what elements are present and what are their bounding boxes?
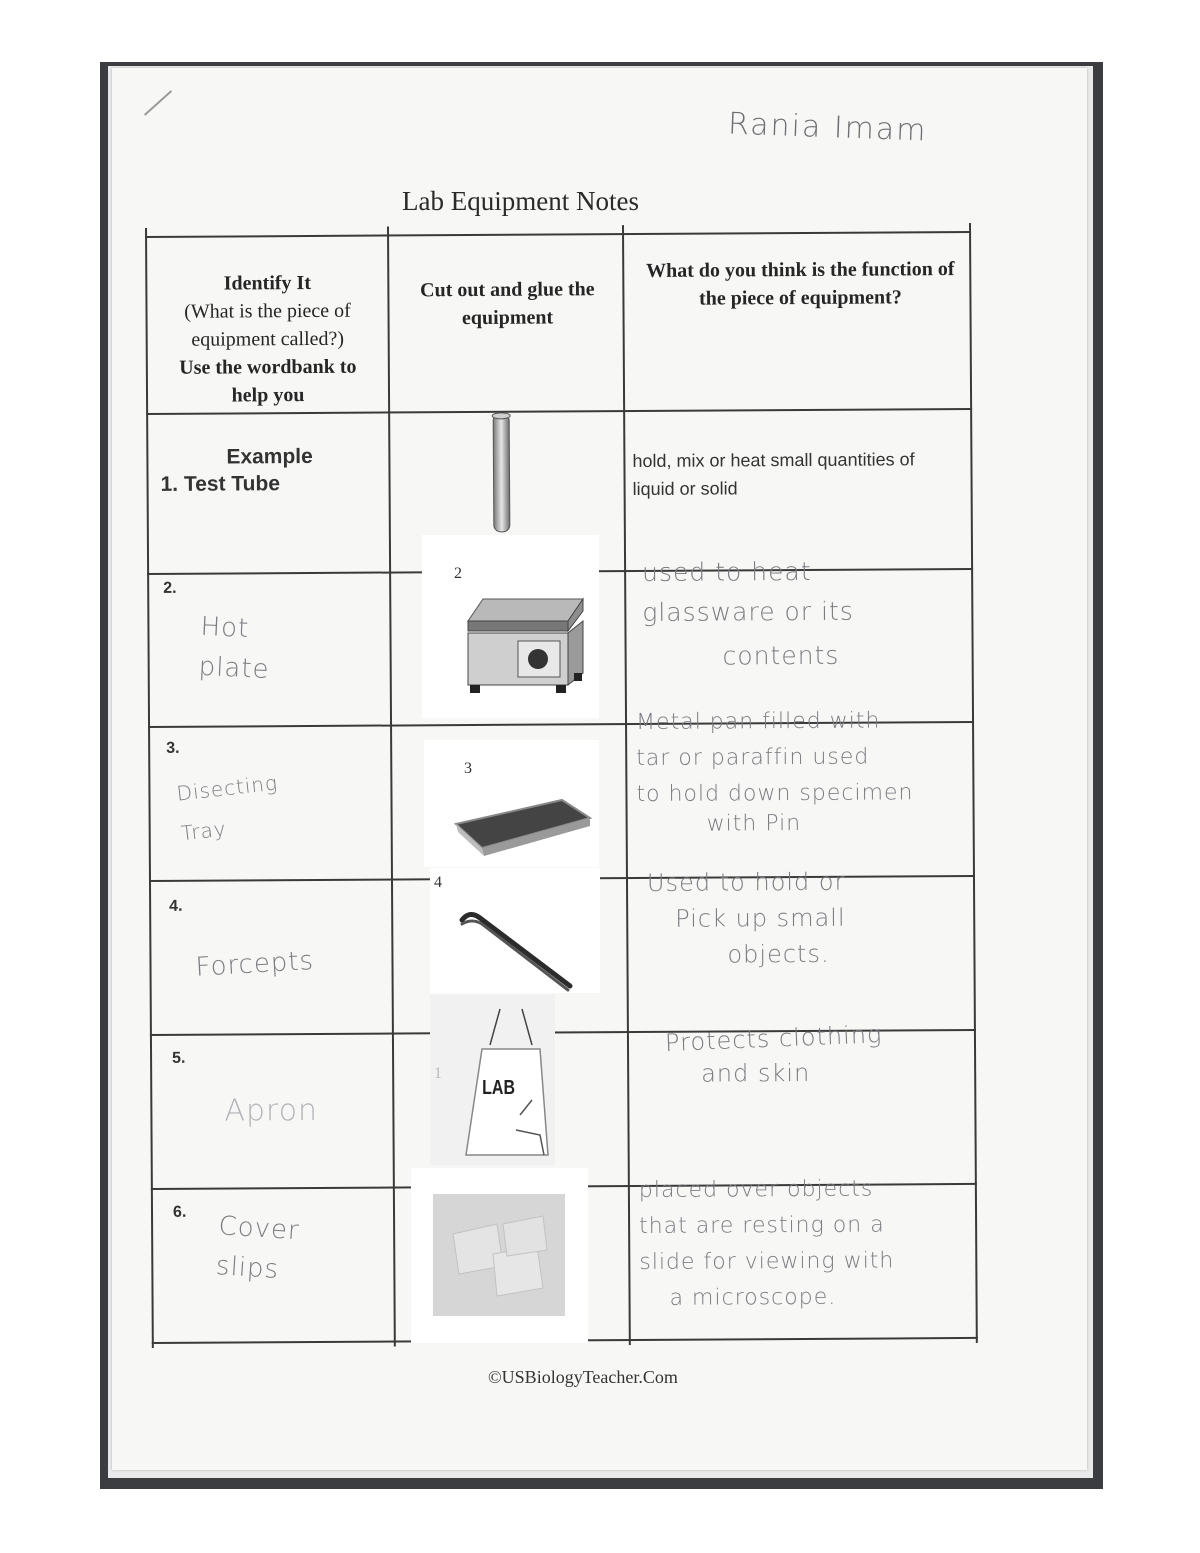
example-label: Example	[226, 444, 313, 469]
row-number-4: 4.	[169, 897, 183, 915]
function-text-5	[665, 1018, 965, 1092]
hot-plate-icon	[458, 591, 588, 706]
function-2-line-2: glassware or its	[642, 596, 854, 627]
cutout-forceps	[430, 868, 600, 993]
equipment-name-6	[217, 1209, 357, 1290]
cutout-cover-slips	[411, 1168, 588, 1343]
equipment-name-6-text: Cover slips	[215, 1211, 301, 1286]
cover-slips-icon	[433, 1194, 565, 1316]
function-3-line-4: with Pin	[706, 811, 802, 837]
equipment-name-4: Forcepts	[194, 945, 315, 983]
cutout-number-4: 4	[434, 874, 442, 891]
function-3-line-1: Metal pan filled with	[635, 708, 881, 736]
header-identify	[159, 269, 376, 410]
example-function: hold, mix or heat small quantities of liquid or solid	[632, 449, 915, 500]
test-tube-icon	[486, 412, 517, 542]
row-number-5: 5.	[172, 1049, 186, 1067]
function-4-line-1: Used to hold or	[646, 867, 846, 897]
function-3-line-3: to hold down specimen	[636, 780, 914, 808]
header-function: What do you think is the function of the piece of equipment?	[646, 258, 955, 310]
row-number-3: 3.	[166, 739, 180, 757]
header-identify-question: (What is the piece of equipment called?)	[184, 299, 351, 351]
header-identify-title: Identify It	[223, 271, 312, 295]
function-4-line-2: Pick up small	[675, 903, 846, 933]
function-text-4	[647, 863, 968, 973]
function-6-line-2: that are resting on a	[639, 1212, 885, 1240]
function-2-line-1: used to heat	[642, 556, 812, 587]
page-title: Lab Equipment Notes	[402, 186, 639, 216]
equipment-name-2-text: Hot plate	[198, 611, 271, 686]
function-text-3	[636, 703, 967, 837]
function-5-line-1: Protects clothing	[664, 1020, 883, 1058]
forceps-icon	[458, 908, 578, 993]
function-3-line-2: tar or paraffin used	[636, 744, 870, 772]
function-6-line-1: placed over objects	[638, 1176, 874, 1204]
function-6-line-4: a microscope.	[669, 1284, 837, 1311]
cutout-hot-plate	[422, 535, 599, 718]
cutout-lab-apron	[430, 995, 555, 1165]
row-number-2: 2.	[163, 579, 177, 597]
student-name: Rania Imam	[727, 106, 929, 149]
copyright: ©USBiologyTeacher.Com	[488, 1367, 678, 1387]
apron-logo: LAB	[482, 1077, 515, 1099]
equipment-name-3-text: Disecting Tray	[175, 770, 280, 846]
function-4-line-3: objects.	[727, 939, 830, 969]
function-2-line-3: contents	[722, 640, 840, 671]
cutout-number-1: 1	[434, 1065, 442, 1082]
function-6-line-3: slide for viewing with	[639, 1248, 895, 1275]
dissecting-tray-icon	[452, 790, 592, 860]
header-identify-instruction: Use the wordbank to help you	[179, 355, 357, 407]
function-text-2	[642, 553, 963, 675]
equipment-name-5: Apron	[224, 1092, 319, 1129]
cutout-dissecting-tray	[424, 740, 599, 867]
row-number-6: 6.	[172, 1203, 187, 1221]
header-cut-glue: Cut out and glue the equipment	[420, 278, 595, 330]
function-5-line-2: and skin	[701, 1058, 811, 1088]
cutout-number-2: 2	[454, 565, 462, 582]
example-name: 1. Test Tube	[160, 472, 281, 496]
equipment-name-3	[175, 767, 308, 848]
equipment-name-2	[199, 609, 349, 690]
function-text-6	[639, 1171, 970, 1317]
cutout-number-3: 3	[464, 760, 472, 777]
